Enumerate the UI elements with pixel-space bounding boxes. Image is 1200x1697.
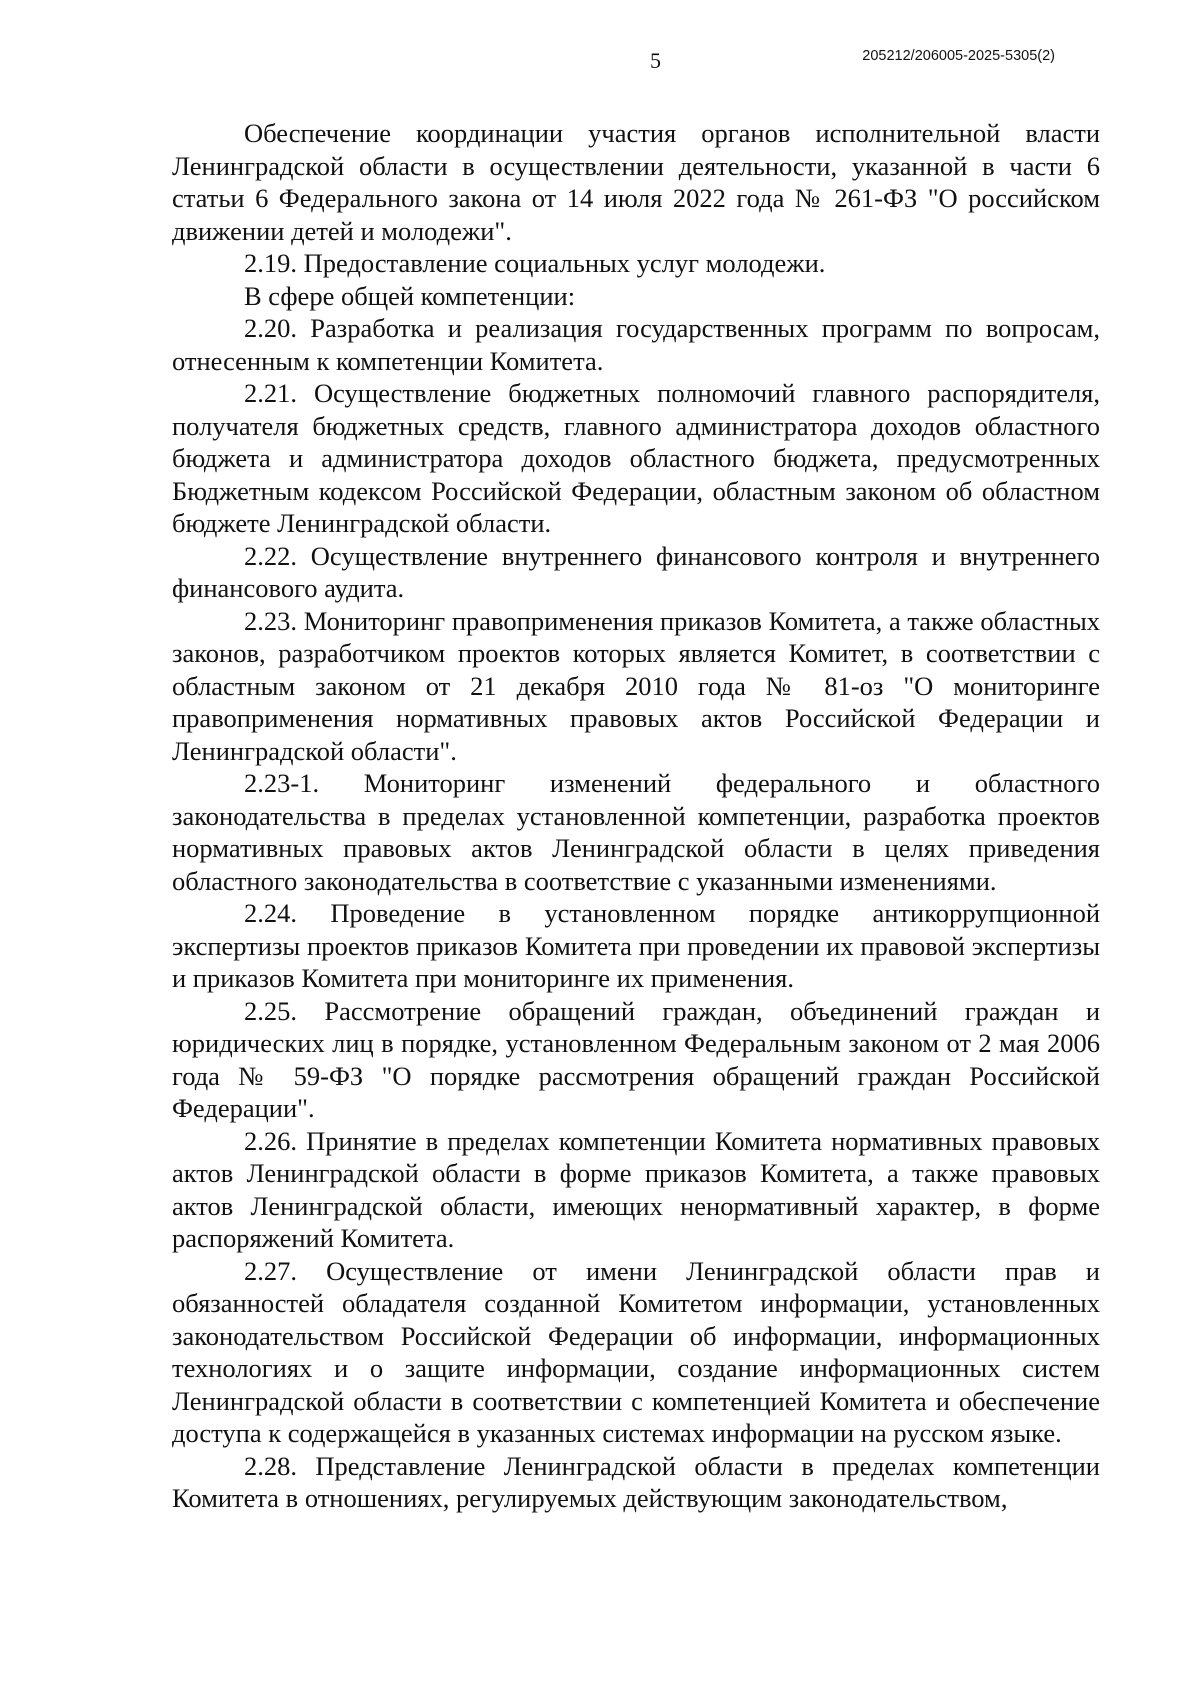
paragraph-2-28: 2.28. Представление Ленинградской области в пределах компетенции Комитета в отношениях, регулируемых действующим законодательством,: [172, 1450, 1100, 1513]
paragraph-2-27: 2.27. Осуществление от имени Ленинградской области прав и обязанностей обладателя созданной Комитетом информации, установленных законодательством Российской Федерации об информации, информационных технологиях и о защите информации, создание информационных систем Ленинградской области в соответствии с компетенцией Комитета и обеспечение доступа к содержащейся в указанных системах информации на русском языке.: [172, 1255, 1100, 1448]
paragraph-intro: Обеспечение координации участия органов исполнительной власти Ленинградской области в осуществлении деятельности, указанной в части 6 статьи 6 Федерального закона от 14 июля 2022 года № 261-ФЗ "О российском движении детей и молодежи".: [172, 118, 1100, 246]
paragraph-2-21: 2.21. Осуществление бюджетных полномочий главного распорядителя, получателя бюджетных средств, главного администратора доходов областного бюджета и администратора доходов областного бюджета, предусмотренных Бюджетным кодексом Российской Федерации, областным законом об областном бюджете Ленинградской области.: [172, 378, 1100, 538]
paragraph-2-24: 2.24. Проведение в установленном порядке антикоррупционной экспертизы проектов приказов Комитета при проведении их правовой экспертизы и приказов Комитета при мониторинге их применения.: [172, 898, 1100, 993]
paragraph-2-25: 2.25. Рассмотрение обращений граждан, объединений граждан и юридических лиц в порядке, установленном Федеральным законом от 2 мая 2006 года № 59-ФЗ "О порядке рассмотрения обращений граждан Российской Федерации".: [172, 995, 1100, 1123]
paragraph-2-23: 2.23. Мониторинг правоприменения приказов Комитета, а также областных законов, разработчиком проектов которых является Комитет, в соответствии с областным законом от 21 декабря 2010 года № 81-оз "О мониторинге правоприменения нормативных правовых актов Российской Федерации и Ленинградской области".: [172, 605, 1100, 766]
paragraph-2-23-1: 2.23-1. Мониторинг изменений федерального и областного законодательства в пределах установленной компетенции, разработка проектов нормативных правовых актов Ленинградской области в целях приведения областного законодательства в соответствие с указанными изменениями.: [172, 768, 1100, 896]
document-id: 205212/206005-2025-5305(2): [862, 48, 1055, 64]
paragraph-2-19: 2.19. Предоставление социальных услуг молодежи.: [244, 248, 826, 278]
paragraph-2-26: 2.26. Принятие в пределах компетенции Комитета нормативных правовых актов Ленинградской области в форме приказов Комитета, а также правовых актов Ленинградской области, имеющих ненормативный характер, в форме распоряжений Комитета.: [172, 1125, 1100, 1253]
paragraph-2-22: 2.22. Осуществление внутреннего финансового контроля и внутреннего финансового аудита.: [172, 540, 1100, 603]
document-body: [172, 117, 1100, 1515]
paragraph-general-competence-heading: В сфере общей компетенции:: [244, 280, 576, 311]
page-number: 5: [650, 48, 661, 73]
paragraph-2-20: 2.20. Разработка и реализация государственных программ по вопросам, отнесенным к компетенции Комитета.: [172, 313, 1100, 376]
